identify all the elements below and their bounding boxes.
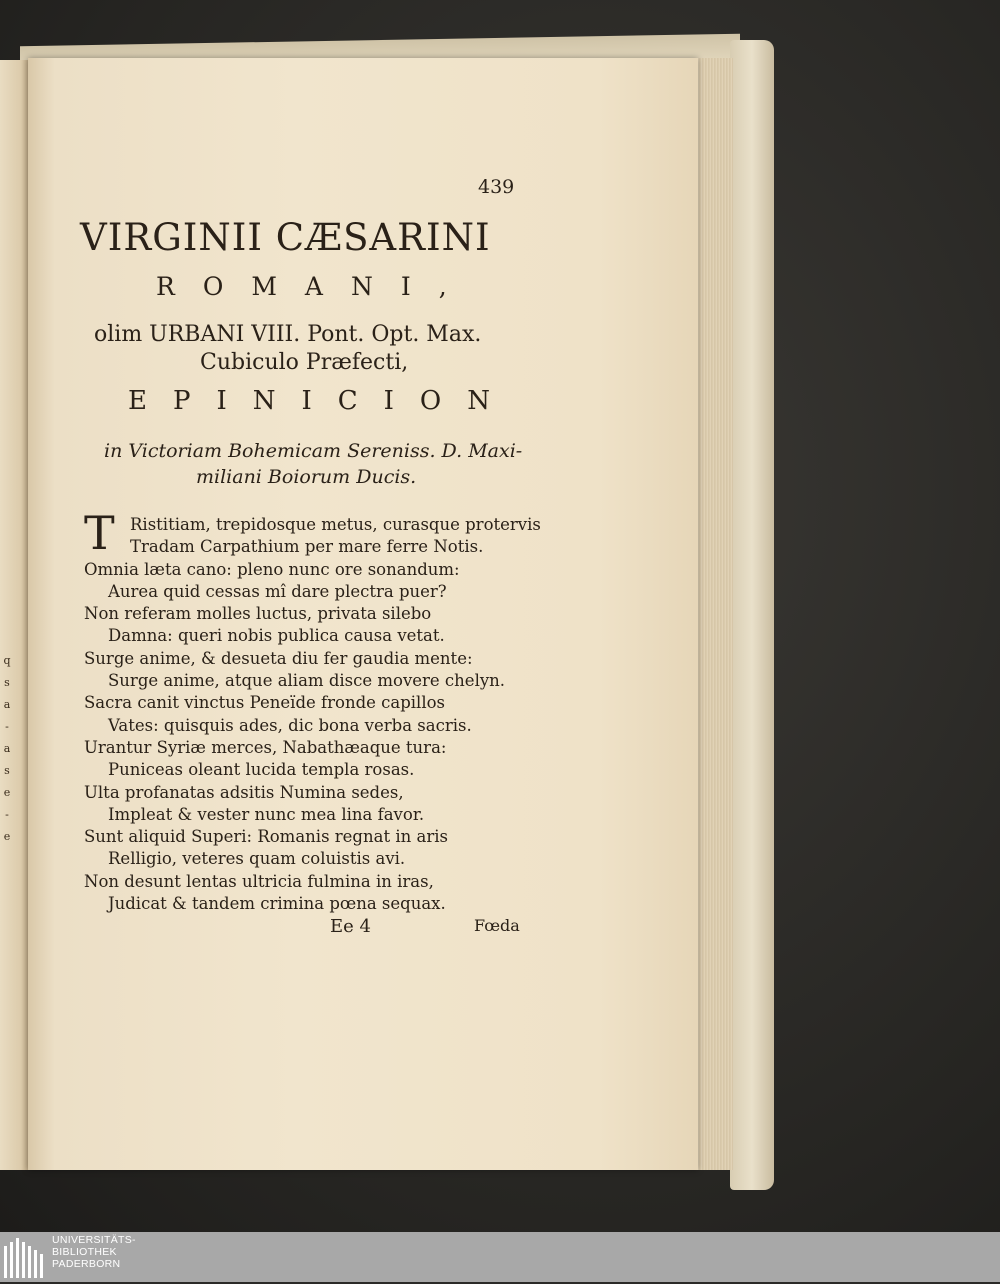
poem-line: Puniceas oleant lucida templa rosas. — [108, 760, 415, 780]
university-library-logo-icon[interactable] — [2, 1236, 46, 1280]
heading-office-2: Cubiculo Præfecti, — [200, 350, 409, 375]
library-line-2: BIBLIOTHEK — [52, 1246, 117, 1258]
poem-line: Tradam Carpathium per mare ferre Notis. — [130, 537, 484, 557]
left-page-edge — [0, 60, 30, 1170]
poem-line: Sacra canit vinctus Peneïde fronde capillos — [84, 693, 446, 713]
poem-line: Ulta profanatas adsitis Numina sedes, — [84, 782, 404, 802]
poem-line: Urantur Syriæ merces, Nabathæaque tura: — [84, 737, 447, 757]
poem-line: Ristitiam, trepidosque metus, curasque protervis — [130, 515, 541, 534]
heading-romani: ROMANI, — [156, 272, 475, 301]
poem-line: Impleat & vester nunc mea lina favor. — [108, 804, 425, 824]
heading-office: olim URBANI VIII. Pont. Opt. Max. — [94, 322, 482, 347]
poem-line: Relligio, veteres quam coluistis avi. — [108, 849, 406, 869]
book-cover-right — [730, 40, 774, 1190]
poem-line: Sunt aliquid Superi: Romanis regnat in aris — [84, 827, 448, 847]
poem-line: Non desunt lentas ultricia fulmina in iras, — [84, 871, 434, 891]
subtitle-line-2: miliani Boiorum Ducis. — [196, 466, 417, 488]
poem-line: Vates: quisquis ades, dic bona verba sacris. — [108, 715, 472, 735]
signature-mark: Ee 4 — [330, 916, 371, 937]
catchword: Fœda — [474, 916, 520, 935]
left-page-letters: q s a - a s e - e — [3, 654, 11, 843]
page-number: 439 — [478, 176, 515, 198]
poem-line: Judicat & tandem crimina pœna sequax. — [108, 894, 446, 914]
footer-bar — [0, 1232, 1000, 1282]
poem-line: Non referam molles luctus, privata silebo — [84, 604, 432, 624]
poem-line: Aurea quid cessas mî dare plectra puer? — [108, 581, 447, 601]
subtitle-line-1: in Victoriam Bohemicam Sereniss. D. Maxi- — [104, 440, 523, 462]
poem-line: Surge anime, atque aliam disce movere chelyn. — [108, 671, 506, 691]
poem-line: Omnia læta cano: pleno nunc ore sonandum: — [84, 559, 460, 579]
poem-body — [84, 514, 541, 915]
library-line-1: UNIVERSITÄTS- — [52, 1234, 136, 1246]
poem-line: Damna: queri nobis publica causa vetat. — [108, 626, 445, 646]
poem-line: Surge anime, & desueta diu fer gaudia mente: — [84, 648, 473, 668]
drop-cap: T — [84, 506, 115, 560]
library-line-3: PADERBORN — [52, 1258, 121, 1270]
heading-author: VIRGINII CÆSARINI — [80, 216, 491, 259]
library-name[interactable] — [52, 1234, 136, 1270]
heading-epinicion: EPINICION — [128, 386, 516, 416]
